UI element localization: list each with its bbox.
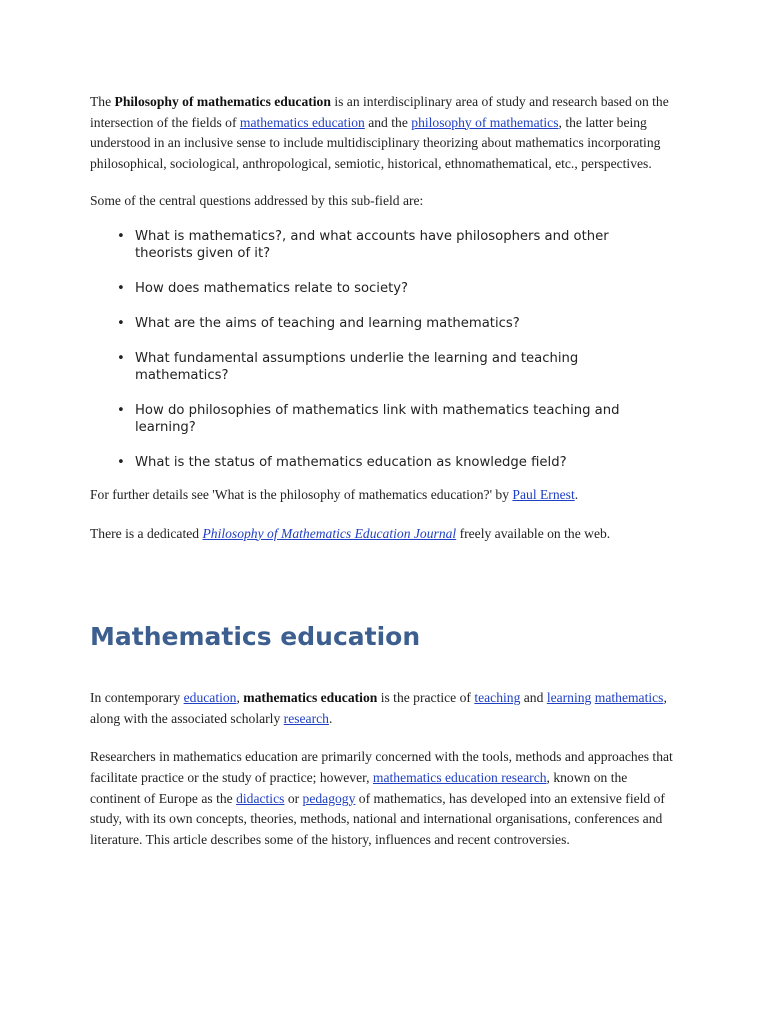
question-text: What fundamental assumptions underlie the learning and teaching mathematics? bbox=[135, 350, 579, 383]
researchers-paragraph bbox=[90, 747, 680, 850]
link-pedagogy[interactable]: pedagogy bbox=[302, 790, 356, 806]
intro-text-3: and the bbox=[364, 114, 412, 130]
bullet-icon: • bbox=[117, 280, 125, 296]
link-teaching[interactable]: teaching bbox=[474, 690, 521, 706]
math-intro-text-1: In contemporary bbox=[90, 690, 184, 706]
link-didactics[interactable]: didactics bbox=[236, 790, 285, 806]
link-education[interactable]: education bbox=[183, 690, 237, 706]
math-intro-text-6: , along with the associated scholarly bbox=[90, 690, 667, 726]
question-text: How does mathematics relate to society? bbox=[135, 280, 409, 296]
link-learning[interactable]: learning bbox=[546, 690, 592, 706]
journal-paragraph bbox=[90, 524, 680, 545]
intro-text-2: is an interdisciplinary area of study and research based on the intersection of the fields of bbox=[90, 94, 669, 130]
bullet-icon: • bbox=[117, 350, 125, 366]
bullet-icon: • bbox=[117, 454, 125, 470]
list-item bbox=[117, 350, 680, 384]
intro-text-4: , the latter being understood in an inclusive sense to include multidisciplinary theorizing about mathematics incorporating philosophical, sociological, anthropological, semiotic, historical, ethnomathematical, etc., perspectives. bbox=[90, 114, 661, 171]
math-intro-text-4: and bbox=[520, 690, 547, 706]
details-text-1: For further details see 'What is the philosophy of mathematics education?' by bbox=[90, 486, 513, 502]
math-intro-text-2: , bbox=[236, 690, 244, 706]
link-mathematics[interactable]: mathematics bbox=[594, 690, 664, 706]
questions-list bbox=[90, 228, 680, 471]
math-education-intro-paragraph bbox=[90, 688, 680, 729]
journal-link-label: Philosophy of Mathematics Education Journal bbox=[202, 525, 457, 541]
article-body bbox=[90, 92, 680, 850]
question-text: What is the status of mathematics education as knowledge field? bbox=[135, 454, 567, 470]
link-mathematics-education-research[interactable]: mathematics education research bbox=[372, 769, 547, 785]
link-philosophy-of-mathematics[interactable]: philosophy of mathematics bbox=[411, 114, 559, 130]
researchers-text-4: of mathematics, has developed into an extensive field of study, with its own concepts, theories, methods, national and international organisations, conferences and literature. This article describes some of the history, influences and recent controversies. bbox=[90, 790, 665, 847]
researchers-text-3: or bbox=[284, 790, 303, 806]
list-item bbox=[117, 280, 680, 297]
list-item bbox=[117, 454, 680, 471]
bullet-icon: • bbox=[117, 315, 125, 331]
question-text: What are the aims of teaching and learning mathematics? bbox=[135, 315, 520, 331]
question-text: How do philosophies of mathematics link with mathematics teaching and learning? bbox=[135, 402, 620, 435]
question-text: What is mathematics?, and what accounts have philosophers and other theorists given of it? bbox=[135, 228, 609, 261]
researchers-text-2: , known on the continent of Europe as the bbox=[90, 769, 628, 806]
researchers-text-1: Researchers in mathematics education are primarily concerned with the tools, methods and approaches that facilitate practice or the study of practice; however, bbox=[90, 749, 673, 785]
link-mathematics-education[interactable]: mathematics education bbox=[239, 114, 365, 130]
questions-intro-paragraph: Some of the central questions addressed by this sub-field are: bbox=[90, 193, 424, 209]
math-intro-text-7: . bbox=[328, 710, 333, 726]
intro-text-1: The bbox=[90, 94, 115, 109]
list-item bbox=[117, 315, 680, 332]
list-item bbox=[117, 228, 680, 262]
intro-term-bold: Philosophy of mathematics education bbox=[114, 94, 331, 109]
bullet-icon: • bbox=[117, 402, 125, 418]
list-item bbox=[117, 402, 680, 436]
details-paragraph bbox=[90, 485, 680, 506]
link-research[interactable]: research bbox=[283, 710, 329, 726]
intro-paragraph bbox=[90, 92, 680, 174]
link-paul-ernest[interactable]: Paul Ernest bbox=[512, 486, 575, 502]
bullet-icon: • bbox=[117, 228, 125, 244]
section-heading: Mathematics education bbox=[90, 622, 421, 652]
details-text-2: . bbox=[574, 486, 579, 502]
link-journal[interactable] bbox=[202, 526, 456, 541]
journal-text-2: freely available on the web. bbox=[456, 525, 611, 541]
journal-text-1: There is a dedicated bbox=[90, 525, 203, 541]
math-intro-term-bold: mathematics education bbox=[243, 690, 378, 706]
math-intro-text-3: is the practice of bbox=[377, 690, 475, 706]
